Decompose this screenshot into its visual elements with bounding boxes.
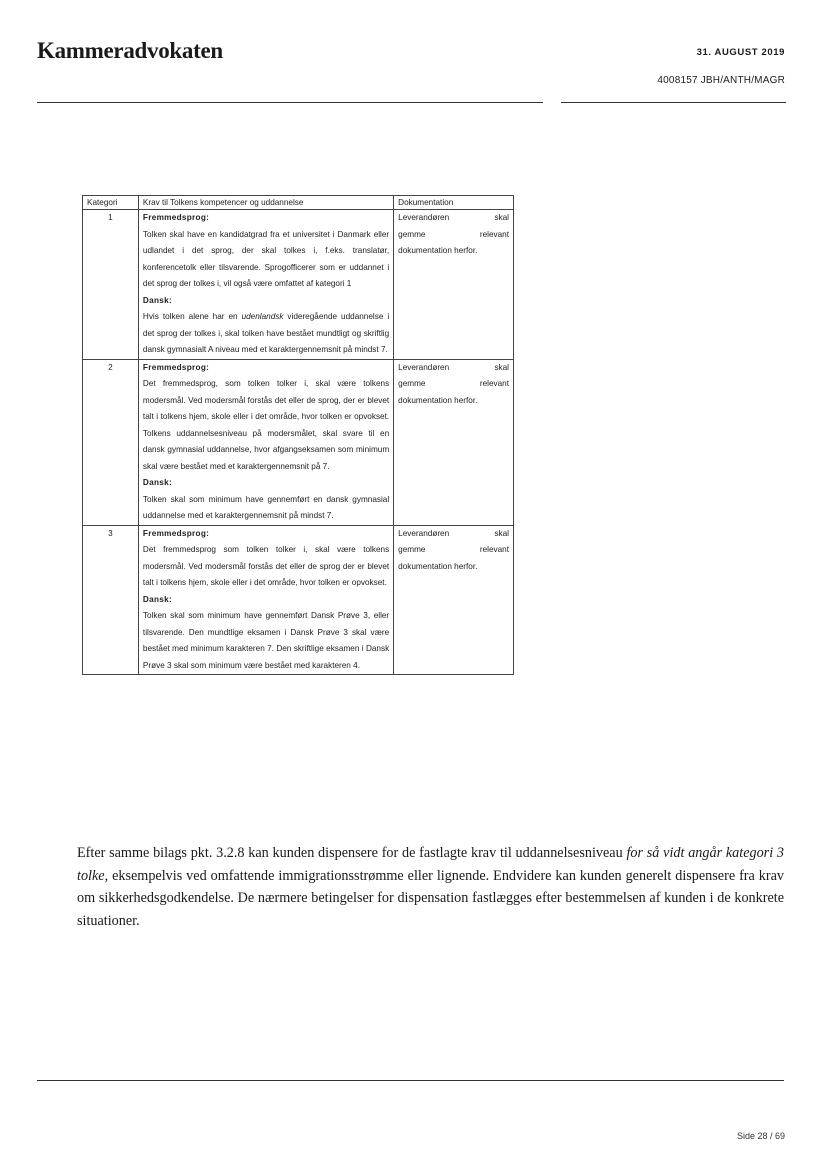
table-header-row [83, 196, 514, 210]
kategori-cell: 3 [83, 525, 139, 675]
dansk-heading: Dansk: [142, 295, 173, 305]
dansk-text: Hvis tolken alene har en udenlandsk videregående uddannelse i det sprog der tolkes i, skal tolken have bestået mundtligt og skriftlig dansk gymnasialt A niveau med et karaktergennemsnit på mindst 7. [142, 312, 390, 354]
dansk-text: Tolken skal som minimum have gennemført en dansk gymnasial uddannelse med et karaktergennemsnit på mindst 7. [142, 494, 390, 520]
krav-cell [138, 210, 393, 360]
dokumentation-cell: Leverandøren skal gemme relevant dokumentation herfor. [394, 359, 514, 525]
body-paragraph: Efter samme bilags pkt. 3.2.8 kan kunden dispensere for de fastlagte krav til uddannelsesniveau for så vidt angår kategori 3 tolke, eksempelvis ved omfattende immigrationsstrømme eller lignende. Endvidere kan kunden generelt dispensere fra krav om sikkerhedsgodkendelse. De nærmere betingelser for dispensation fastlægges efter bestemmelsen af kunden i de konkrete situationer. [77, 845, 784, 929]
table-row-kategori-1 [83, 210, 514, 360]
fremmedsprog-heading: Fremmedsprog: [142, 213, 210, 222]
dokumentation-cell: Leverandøren skal gemme relevant dokumentation herfor. [394, 525, 514, 675]
footer-rule [37, 1080, 784, 1081]
column-header-krav: Krav til Tolkens kompetencer og uddannelse [138, 196, 393, 210]
column-header-kategori: Kategori [83, 196, 139, 210]
fremmedsprog-text: Det fremmedsprog som tolken tolker i, skal være tolkens modersmål. Ved modersmål forstås det eller de sprog der er blevet talt i tolkens hjem, skole eller i det område, hvor tolken er opvokset. [142, 545, 390, 587]
header-rule-left [37, 102, 543, 103]
fremmedsprog-heading: Fremmedsprog: [142, 528, 210, 538]
dansk-heading: Dansk: [142, 594, 173, 604]
table-row-kategori-2 [83, 359, 514, 525]
dansk-text: Tolken skal som minimum have gennemført Dansk Prøve 3, eller tilsvarende. Den mundtlige eksamen i Dansk Prøve 3 skal være bestået med minimum karakteren 7. Den skriftlige eksamen i Dansk Prøve 3 skal som minimum være bestået med karakteren 4. [142, 611, 390, 670]
krav-cell [138, 359, 393, 525]
company-logo: Kammeradvokaten [37, 38, 223, 63]
dokumentation-cell: Leverandøren skal gemme relevant dokumentation herfor. [394, 210, 514, 360]
header-rule-right [561, 102, 786, 103]
document-date: 31. AUGUST 2019 [696, 47, 785, 58]
document-reference: 4008157 JBH/ANTH/MAGR [657, 75, 785, 86]
fremmedsprog-text: Det fremmedsprog, som tolken tolker i, skal være tolkens modersmål. Ved modersmål forstås det eller de sprog, der er blevet talt i tolkens hjem, skole eller i det område, hvor tolken er opvokset. Tolkens uddannelsesniveau på modersmålet, skal svare til en dansk gymnasial uddannelse, hvor afgangseksamen som minimum skal være bestået med et karaktergennemsnit på 7. [142, 379, 390, 471]
fremmedsprog-heading: Fremmedsprog: [142, 362, 210, 372]
kategori-cell: 1 [83, 210, 139, 360]
kategori-cell: 2 [83, 359, 139, 525]
fremmedsprog-text: Tolken skal have en kandidatgrad fra et universitet i Danmark eller udlandet i det sprog, der skal tolkes i, f.eks. translatør, konferencetolk eller tilsvarende. Sprogofficerer som er uddannet i det sprog der tolkes i, vil også være omfattet af kategori 1 [142, 229, 390, 288]
requirements-table [82, 195, 514, 675]
krav-cell [138, 525, 393, 675]
dansk-heading: Dansk: [142, 478, 173, 487]
column-header-dokumentation: Dokumentation [394, 196, 514, 210]
page-number: Side 28 / 69 [736, 1131, 785, 1141]
table-row-kategori-3 [83, 525, 514, 675]
